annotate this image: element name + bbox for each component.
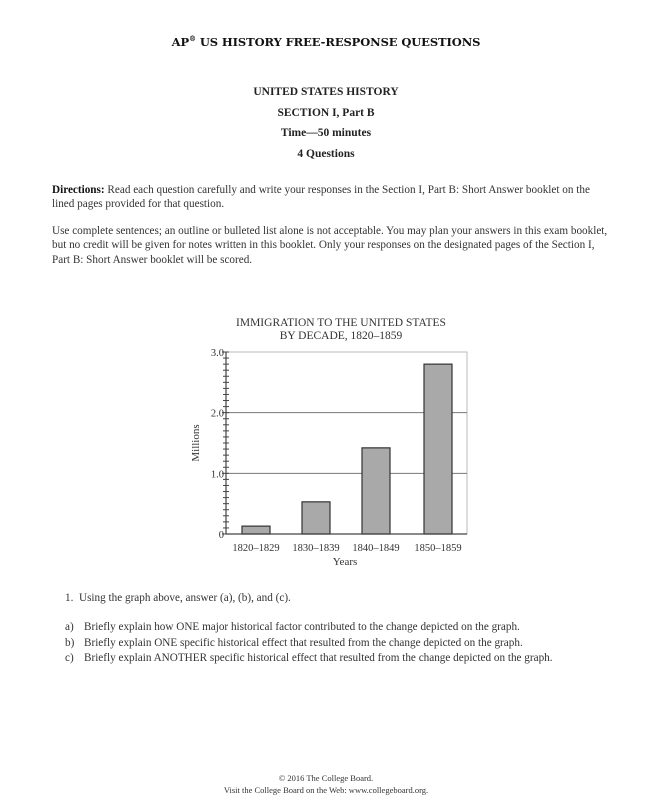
chart-subtitle: BY DECADE, 1820–1859 (279, 330, 403, 342)
y-tick-label: 0 (218, 530, 224, 541)
page-header (0, 34, 652, 49)
section-info (0, 82, 652, 164)
x-tick-label: 1850–1859 (414, 543, 462, 554)
y-axis-label: Millions (190, 424, 202, 462)
y-tick-labels (211, 348, 224, 541)
page-footer (0, 772, 652, 796)
x-tick-label: 1840–1849 (352, 543, 400, 554)
bar-1820–1829 (242, 526, 270, 534)
question-part-c (65, 651, 553, 667)
chart-title: IMMIGRATION TO THE UNITED STATES (236, 317, 446, 329)
directions-paragraph (52, 183, 612, 212)
section-subject: UNITED STATES HISTORY (253, 86, 399, 98)
y-tick-label: 2.0 (210, 408, 224, 420)
bars (242, 364, 452, 534)
part-label: b) (65, 636, 75, 649)
y-tick-label: 1.0 (210, 469, 224, 481)
directions-text: Read each question carefully and write your responses in the Section I, Part B: Short Answer booklet on the lined pages provided for that question. (52, 184, 590, 211)
section-time: Time—50 minutes (280, 127, 372, 139)
part-text: Briefly explain ANOTHER specific historical effect that resulted from the change depicted on the graph. (84, 652, 553, 664)
part-text: Briefly explain how ONE major historical factor contributed to the change depicted on the graph. (84, 621, 520, 633)
instructions-paragraph: Use complete sentences; an outline or bulleted list alone is not acceptable. You may plan your answers in this exam booklet, but no credit will be given for notes written in this booklet. Only your responses on the designated pages of the Section I, Part B: Short Answer booklet will be scored. (52, 225, 608, 266)
question-1 (65, 592, 291, 604)
website-notice: Visit the College Board on the Web: www.collegeboard.org. (223, 785, 429, 795)
part-label: c) (65, 652, 74, 664)
header-title-prefix: AP (171, 35, 190, 49)
question-part-b (65, 636, 553, 652)
x-tick-labels (232, 543, 461, 554)
x-tick-label: 1830–1839 (292, 543, 340, 554)
section-name: SECTION I, Part B (277, 106, 375, 119)
question-part-a (65, 620, 553, 636)
bar-1830–1839 (302, 502, 330, 534)
directions-label: Directions: (52, 184, 105, 196)
copyright: © 2016 The College Board. (278, 773, 374, 783)
bar-1840–1849 (362, 448, 390, 534)
immigration-bar-chart (0, 300, 652, 580)
y-tick-label: 3.0 (210, 348, 224, 359)
part-text: Briefly explain ONE specific historical effect that resulted from the change depicted on the graph. (84, 636, 523, 649)
x-tick-label: 1820–1829 (232, 543, 280, 554)
question-number: 1. (65, 592, 74, 604)
question-parts (65, 620, 553, 667)
question-prompt: Using the graph above, answer (a), (b), and (c). (78, 592, 291, 604)
section-question-count: 4 Questions (297, 147, 355, 160)
bar-1850–1859 (424, 364, 452, 534)
x-axis-label: Years (332, 556, 358, 568)
part-label: a) (65, 621, 74, 633)
registered-mark: ® (189, 34, 196, 43)
header-title-rest: US HISTORY FREE-RESPONSE QUESTIONS (195, 35, 481, 49)
